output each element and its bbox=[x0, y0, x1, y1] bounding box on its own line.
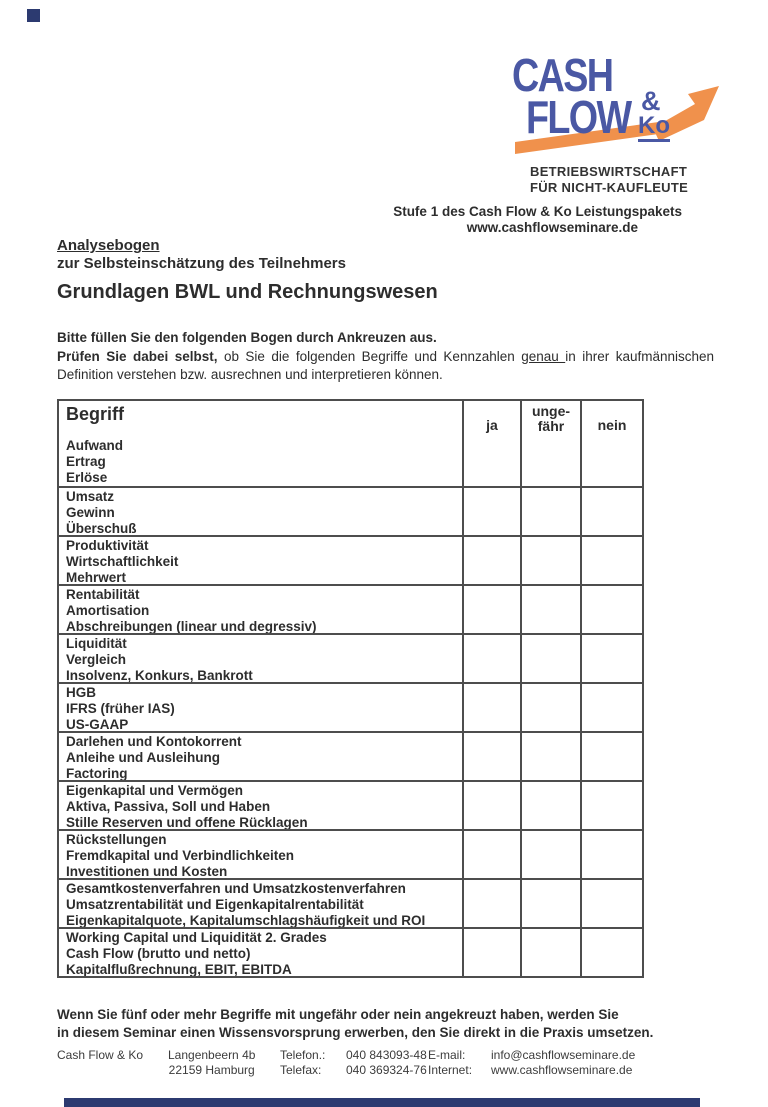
table-body bbox=[59, 437, 642, 976]
answer-cell-ungefaehr[interactable] bbox=[520, 635, 580, 682]
term-line: Working Capital und Liquidität 2. Grades bbox=[66, 930, 327, 945]
term-line: Kapitalflußrechnung, EBIT, EBITDA bbox=[66, 962, 292, 976]
term-line: Investitionen und Kosten bbox=[66, 864, 228, 878]
intro-line1: Bitte füllen Sie den folgenden Bogen durch Ankreuzen aus. bbox=[57, 330, 437, 345]
tagline-line2: FÜR NICHT-KAUFLEUTE bbox=[530, 180, 689, 195]
table-row bbox=[59, 780, 642, 829]
term-cell bbox=[59, 437, 462, 486]
answer-cell-ja[interactable] bbox=[462, 782, 520, 829]
term-line: Abschreibungen (linear und degressiv) bbox=[66, 619, 317, 633]
column-header-ja bbox=[462, 401, 520, 437]
term-line: Aktiva, Passiva, Soll und Haben bbox=[66, 799, 271, 814]
term-cell bbox=[59, 635, 462, 682]
term-line: Rentabilität bbox=[66, 587, 140, 602]
ungefaehr-label-line2: fähr bbox=[537, 418, 565, 434]
phone-value: 040 843093-48 bbox=[346, 1048, 427, 1062]
term-line: Factoring bbox=[66, 766, 128, 780]
intro-paragraph bbox=[57, 329, 714, 385]
answer-cell-nein[interactable] bbox=[580, 635, 642, 682]
term-line: Aufwand bbox=[66, 438, 123, 453]
answer-cell-ja[interactable] bbox=[462, 437, 520, 486]
term-line: Liquidität bbox=[66, 636, 127, 651]
nein-label: nein bbox=[597, 417, 627, 433]
term-line: Insolvenz, Konkurs, Bankrott bbox=[66, 668, 253, 682]
term-line: Umsatzrentabilität und Eigenkapitalrentabilität bbox=[66, 897, 364, 912]
term-line: Vergleich bbox=[66, 652, 127, 667]
intro-line2-end: in ihrer kaufmännischen bbox=[565, 348, 715, 364]
logo-tagline bbox=[530, 164, 688, 196]
term-line: Erlöse bbox=[66, 470, 108, 485]
answer-cell-nein[interactable] bbox=[580, 782, 642, 829]
tagline-line1: BETRIEBSWIRTSCHAFT bbox=[530, 164, 688, 179]
term-line: Produktivität bbox=[66, 538, 149, 553]
answer-cell-ja[interactable] bbox=[462, 586, 520, 633]
footer-contact-block bbox=[428, 1048, 635, 1078]
answer-cell-nein[interactable] bbox=[580, 684, 642, 731]
term-line: Eigenkapital und Vermögen bbox=[66, 783, 244, 798]
answer-cell-ungefaehr[interactable] bbox=[520, 684, 580, 731]
footer-phone-block bbox=[280, 1048, 427, 1078]
answer-cell-nein[interactable] bbox=[580, 488, 642, 535]
table-row bbox=[59, 731, 642, 780]
answer-cell-nein[interactable] bbox=[580, 437, 642, 486]
table-row bbox=[59, 486, 642, 535]
footer-street: Langenbeern 4b bbox=[168, 1048, 256, 1062]
answer-cell-ja[interactable] bbox=[462, 733, 520, 780]
answer-cell-ungefaehr[interactable] bbox=[520, 831, 580, 878]
answer-cell-nein[interactable] bbox=[580, 586, 642, 633]
term-line: Amortisation bbox=[66, 603, 150, 618]
answer-cell-nein[interactable] bbox=[580, 537, 642, 584]
term-cell bbox=[59, 782, 462, 829]
answer-cell-ungefaehr[interactable] bbox=[520, 733, 580, 780]
answer-cell-ungefaehr[interactable] bbox=[520, 488, 580, 535]
answer-cell-ungefaehr[interactable] bbox=[520, 586, 580, 633]
logo-word-ko: Ko bbox=[638, 114, 670, 142]
term-cell bbox=[59, 880, 462, 927]
assessment-table bbox=[57, 399, 644, 978]
email-label: E-mail: bbox=[428, 1048, 466, 1062]
answer-cell-ungefaehr[interactable] bbox=[520, 537, 580, 584]
logo-word-cash: CASH bbox=[512, 49, 613, 101]
term-line: Mehrwert bbox=[66, 570, 127, 584]
ungefaehr-label-line1: unge- bbox=[531, 403, 571, 419]
document-heading bbox=[57, 237, 346, 273]
term-cell bbox=[59, 929, 462, 976]
answer-cell-ja[interactable] bbox=[462, 684, 520, 731]
intro-line2-bold: Prüfen Sie dabei selbst, bbox=[57, 348, 218, 364]
scan-corner-mark bbox=[27, 9, 40, 22]
fax-label: Telefax: bbox=[280, 1063, 322, 1077]
table-row bbox=[59, 535, 642, 584]
ja-label: ja bbox=[486, 417, 498, 433]
term-line: Überschuß bbox=[66, 521, 137, 535]
logo-word-flow: FLOW bbox=[526, 91, 631, 143]
answer-cell-ja[interactable] bbox=[462, 831, 520, 878]
answer-cell-ungefaehr[interactable] bbox=[520, 782, 580, 829]
term-line: Umsatz bbox=[66, 489, 115, 504]
term-line: Gesamtkostenverfahren und Umsatzkostenverfahren bbox=[66, 881, 406, 896]
column-header-nein bbox=[580, 401, 642, 437]
table-row bbox=[59, 584, 642, 633]
doc-title: Analysebogen bbox=[57, 237, 160, 254]
term-cell bbox=[59, 488, 462, 535]
answer-cell-ja[interactable] bbox=[462, 537, 520, 584]
term-cell bbox=[59, 831, 462, 878]
term-line: Rückstellungen bbox=[66, 832, 167, 847]
column-header-begriff: Begriff bbox=[66, 404, 124, 424]
term-cell bbox=[59, 537, 462, 584]
term-cell bbox=[59, 586, 462, 633]
table-row bbox=[59, 878, 642, 927]
stufe-block bbox=[393, 204, 682, 236]
intro-line2-underlined: genau bbox=[521, 348, 566, 364]
answer-cell-ja[interactable] bbox=[462, 880, 520, 927]
intro-line2 bbox=[57, 348, 714, 367]
answer-cell-ungefaehr[interactable] bbox=[520, 929, 580, 976]
table-row bbox=[59, 927, 642, 976]
term-line: IFRS (früher IAS) bbox=[66, 701, 175, 716]
term-cell bbox=[59, 684, 462, 731]
term-line: US-GAAP bbox=[66, 717, 129, 731]
term-line: Fremdkapital und Verbindlichkeiten bbox=[66, 848, 295, 863]
answer-cell-ungefaehr[interactable] bbox=[520, 437, 580, 486]
answer-cell-ja[interactable] bbox=[462, 929, 520, 976]
intro-line2-mid: ob Sie die folgenden Begriffe und Kennzahlen bbox=[217, 348, 522, 364]
website-text: www.cashflowseminare.de bbox=[466, 220, 638, 235]
footer-company: Cash Flow & Ko bbox=[57, 1048, 144, 1062]
answer-cell-nein[interactable] bbox=[580, 733, 642, 780]
table-row bbox=[59, 829, 642, 878]
term-line: Stille Reserven und offene Rücklagen bbox=[66, 815, 308, 829]
table-row bbox=[59, 633, 642, 682]
closing-line1: Wenn Sie fünf oder mehr Begriffe mit ungefähr oder nein angekreuzt haben, werden Sie bbox=[57, 1007, 619, 1022]
term-cell bbox=[59, 733, 462, 780]
answer-cell-nein[interactable] bbox=[580, 880, 642, 927]
answer-cell-ja[interactable] bbox=[462, 635, 520, 682]
closing-note bbox=[57, 1006, 737, 1042]
stufe-line: Stufe 1 des Cash Flow & Ko Leistungspakets bbox=[393, 204, 682, 219]
scan-bottom-mark bbox=[64, 1098, 700, 1107]
logo-ampersand: & bbox=[641, 86, 661, 116]
footer-address bbox=[168, 1048, 255, 1078]
phone-label: Telefon.: bbox=[280, 1048, 326, 1062]
answer-cell-ja[interactable] bbox=[462, 488, 520, 535]
footer-city: 22159 Hamburg bbox=[168, 1063, 255, 1077]
page-title: Grundlagen BWL und Rechnungswesen bbox=[57, 281, 438, 303]
term-line: Ertrag bbox=[66, 454, 106, 469]
internet-value: www.cashflowseminare.de bbox=[491, 1063, 633, 1077]
closing-line2: in diesem Seminar einen Wissensvorsprung erwerben, den Sie direkt in die Praxis umsetzen. bbox=[57, 1025, 654, 1040]
term-line: Wirtschaftlichkeit bbox=[66, 554, 179, 569]
term-line: Eigenkapitalquote, Kapitalumschlagshäufigkeit und ROI bbox=[66, 913, 426, 927]
answer-cell-nein[interactable] bbox=[580, 831, 642, 878]
intro-line3: Definition verstehen bzw. ausrechnen und interpretieren können. bbox=[57, 367, 443, 382]
answer-cell-ungefaehr[interactable] bbox=[520, 880, 580, 927]
cashflow-logo bbox=[505, 48, 723, 162]
term-line: Anleihe und Ausleihung bbox=[66, 750, 220, 765]
column-header-ungefaehr bbox=[520, 401, 580, 437]
term-line: Cash Flow (brutto und netto) bbox=[66, 946, 251, 961]
table-row bbox=[59, 682, 642, 731]
doc-subtitle: zur Selbsteinschätzung des Teilnehmers bbox=[57, 255, 346, 272]
term-line: Darlehen und Kontokorrent bbox=[66, 734, 242, 749]
table-header-row bbox=[59, 401, 642, 437]
internet-label: Internet: bbox=[428, 1063, 473, 1077]
term-line: Gewinn bbox=[66, 505, 115, 520]
table-row bbox=[59, 437, 642, 486]
email-value: info@cashflowseminare.de bbox=[491, 1048, 636, 1062]
term-line: HGB bbox=[66, 685, 96, 700]
fax-value: 040 369324-76 bbox=[346, 1063, 427, 1077]
answer-cell-nein[interactable] bbox=[580, 929, 642, 976]
